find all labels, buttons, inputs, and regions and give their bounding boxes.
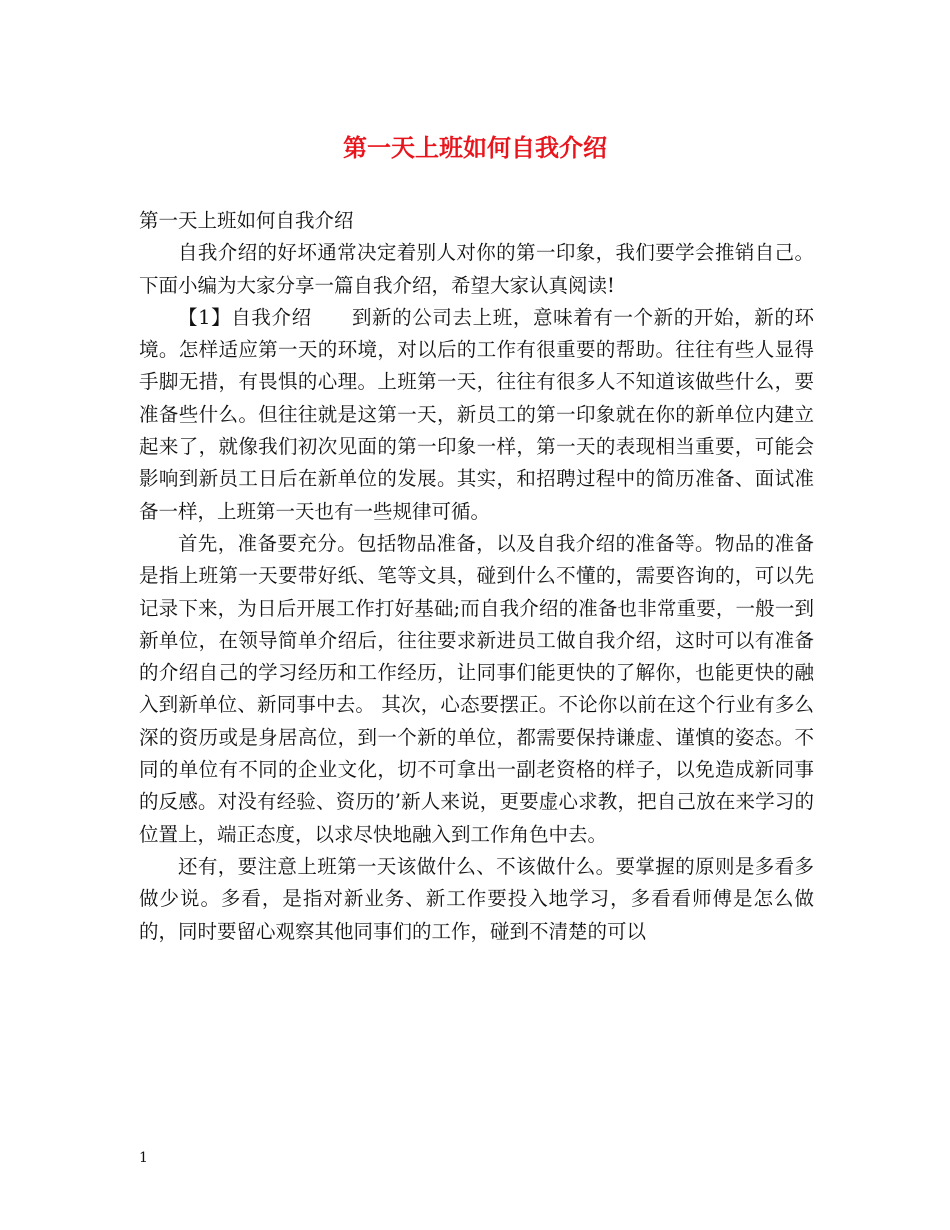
intro-paragraph: 自我介绍的好坏通常决定着别人对你的第一印象，我们要学会推销自己。下面小编为大家分享一篇自我介绍，希望大家认真阅读!	[139, 241, 814, 297]
subheading-paragraph: 第一天上班如何自我介绍	[139, 209, 354, 232]
document-body	[139, 205, 814, 948]
page-number: 1	[139, 1150, 148, 1166]
document-title: 第一天上班如何自我介绍	[343, 133, 607, 162]
guidelines-paragraph: 还有，要注意上班第一天该做什么、不该做什么。要掌握的原则是多看多做少说。多看，是指对新业务、新工作要投入地学习，多看看师傅是怎么做的，同时要留心观察其他同事们的工作，碰到不清楚的可以	[139, 854, 814, 943]
preparation-paragraph: 首先，准备要充分。包括物品准备，以及自我介绍的准备等。物品的准备是指上班第一天要带好纸、笔等文具，碰到什么不懂的，需要咨询的，可以先记录下来，为日后开展工作打好基础;而自我介绍的准备也非常重要，一般一到新单位，在领导简单介绍后，往往要求新进员工做自我介绍，这时可以有准备的介绍自己的学习经历和工作经历，让同事们能更快的了解你，也能更快的融入到新单位、新同事中去。 其次，心态要摆正。不论你以前在这个行业有多么深的资历或是身居高位，到一个新的单位，都需要保持谦虚、谨慎的姿态。不同的单位有不同的企业文化，切不可拿出一副老资格的样子，以免造成新同事的反感。对没有经验、资历的’新人来说，更要虚心求教，把自己放在来学习的位置上，端正态度，以求尽快地融入到工作角色中去。	[139, 531, 814, 846]
section-1-paragraph: 【1】自我介绍 到新的公司去上班，意味着有一个新的开始，新的环境。怎样适应第一天的环境，对以后的工作有很重要的帮助。往往有些人显得手脚无措，有畏惧的心理。上班第一天，往往有很多人不知道该做些什么，要准备些什么。但往往就是这第一天，新员工的第一印象就在你的新单位内建立起来了，就像我们初次见面的第一印象一样，第一天的表现相当重要，可能会影响到新员工日后在新单位的发展。其实，和招聘过程中的简历准备、面试准备一样，上班第一天也有一些规律可循。	[139, 305, 814, 523]
